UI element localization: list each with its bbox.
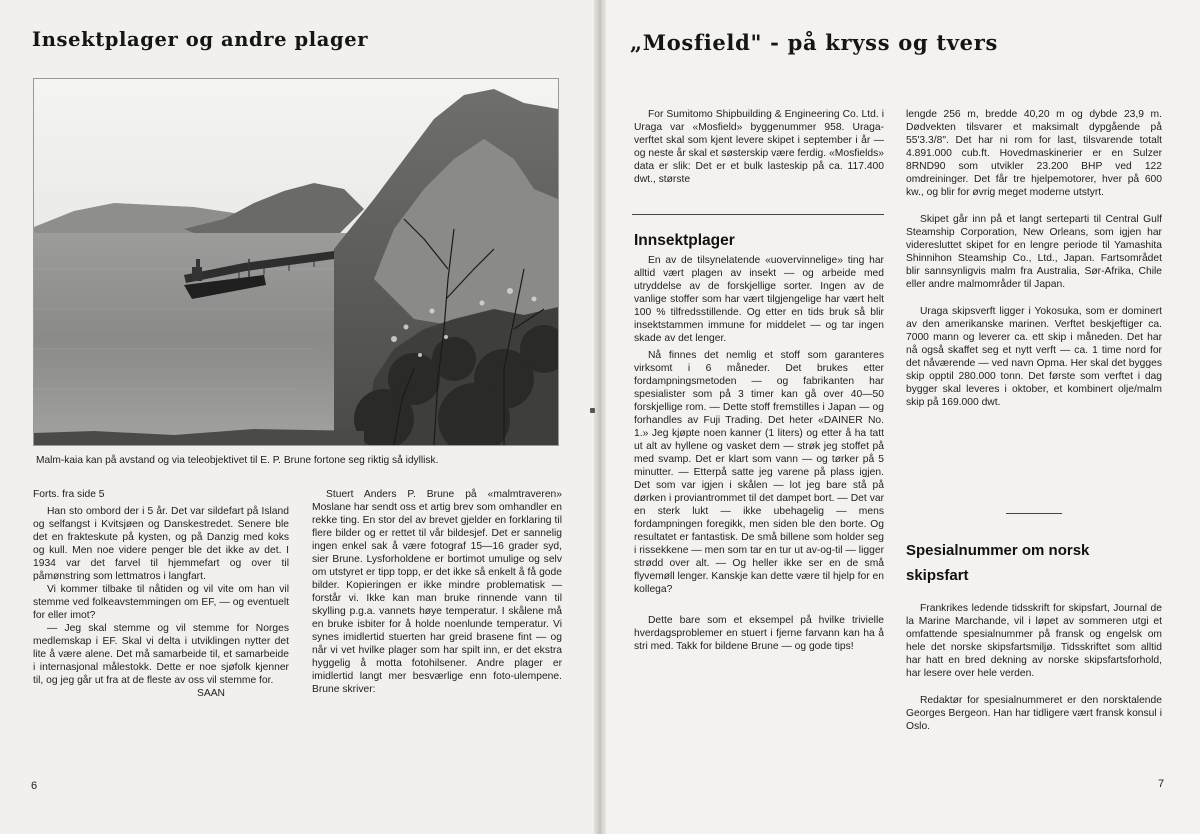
paragraph: lengde 256 m, bredde 40,20 m og dybde 23,9 m. Dødvekten tilsvarer et maksimalt dypgående på 55'3.3/8". Det har ni rom for last, tilsvarende totalt 4.891.000 cub.ft. Hovedmaskinerier er en Sulzer 8RND90 som utvikler 23.200 BHP ved 122 omdreininger. Det får tre hjelpemotorer, hver på 600 kw., og blir for øvrig meget moderne utstyrt.	[906, 109, 1162, 198]
paragraph: Stuert Anders P. Brune på «malmtraveren» Moslane har sendt oss et artig brev som omhandler en rekke ting. En stor del av brevet gjelder en forklaring til flere bilder og er rettet til vår bildesjef. Det er sannelig ingen enkel sak å være fotograf 15—16 grader syd, sier Brune. Lysforholdene er bortimot umulige og selv om utstyret er tipp topp, er det ikke så enkelt å få gode bilder. Kopieringen er ikke mindre problematisk — forstår vi. Ikke kan man bruke rinnende vann til skylling p.g.a. vannets høye temperatur. I skålene må en bruke isbiter for å holde noenlunde temperatur. Vi synes imidlertid stuerten har greid brasene fint — og når vi vet hvilke plager som har spilt inn, er det ekstra hyggelig å motta fotohilsener. Andre plager er imidlertid langt mer besværlige enn foto-ulempene. Brune skriver:	[312, 489, 562, 695]
paragraph: Skipet går inn på et langt serteparti til Central Gulf Steamship Corporation, New Orleans, som igjen har videresluttet skipet for en lengre periode til Yamashita Shinnihon Steamship Co., Ltd., Japan. Fartsområdet blir sannsynligvis malm fra Australia, Sør-Afrika, Chile eller andre malmområder til Japan.	[906, 214, 1162, 290]
divider-rule	[632, 214, 884, 215]
harbour-photo	[33, 78, 559, 446]
paragraph: Vi kommer tilbake til nåtiden og vil vite om han vil stemme ved folkeavstemmingen om EF, — og eventuelt for eller imot?	[33, 584, 289, 621]
paragraph: — Jeg skal stemme og vil stemme for Norges medlemskap i EF. Skal vi delta i utviklingen nytter det lite å være alene. Det må samarbeide til, et samarbeide i internasjonal målestokk. Dette er noe sjøfolk kjenner til, og jeg går ut fra at de fleste av oss vil stemme for.	[33, 623, 289, 686]
left-column-2	[312, 488, 562, 696]
right-column-2	[906, 108, 1162, 409]
signature: SAAN	[196, 688, 225, 699]
book-gutter	[594, 0, 606, 834]
harbour-photo-image	[34, 79, 558, 445]
left-page-title: Insektplager og andre plager	[32, 28, 369, 51]
paragraph: Han sto ombord der i 5 år. Det var sildefart på Island og selfangst i Kvitsjøen og Danskestredet. Senere ble det en frakteskute på kysten, og på Danzig med koks og kull. Men noe videre penger ble det ikke av det. I 1934 var det farvel til hjemmefart og over til påmønstring som lettmatros i langfart.	[33, 506, 289, 582]
continued-note: Forts. fra side 5	[33, 489, 105, 500]
subheading-insect: Innsektplager	[634, 232, 735, 249]
photo-caption: Malm-kaia kan på avstand og via teleobjektivet til E. P. Brune fortone seg riktig så idyllisk.	[36, 455, 439, 466]
paragraph: For Sumitomo Shipbuilding & Engineering Co. Ltd. i Uraga var «Mosfield» byggenummer 958. Uraga-verftet skal som kjent levere skipet i september i år — og neste år skal et søsterskip være ferdig. «Mosfields» data er slik: Det er et bulk lasteskip på ca. 117.400 dwt., største	[634, 109, 884, 185]
divider-rule-short	[1006, 513, 1062, 514]
right-intro	[634, 108, 884, 186]
paragraph: Frankrikes ledende tidsskrift for skipsfart, Journal de la Marine Marchande, vil i løpet av sommeren utgi et omfattende spesialnummer på fransk og engelsk om hele det norske skipsfartsmiljø. Tidsskriftet som alltid har hatt en bred dekning av norske skipsfartsforhold, har lesere over hele verden.	[906, 603, 1162, 679]
page-number-left: 6	[31, 780, 38, 792]
gutter-mark	[590, 408, 595, 413]
paragraph: Uraga skipsverft ligger i Yokosuka, som er dominert av den amerikanske marinen. Verftet beskjeftiger ca. 7000 mann og leverer ca. ett skip i måneden. Det har nå også skaffet seg et nytt verft — ca. 1 time nord for det nåværende — ved navn Opma. Her skal det bygges skip opptil 280.000 tonn. Det første som verftet i dag bygger skal leveres i oktober, et kombinert olje/malm skip på 169.000 dwt.	[906, 306, 1162, 408]
page-number-right: 7	[1158, 778, 1165, 790]
subheading-special-issue: Spesialnummer om norsk skipsfart	[906, 542, 1090, 584]
right-column-1	[634, 254, 884, 653]
left-column-1	[33, 488, 289, 700]
paragraph: Dette bare som et eksempel på hvilke trivielle hverdagsproblemer en stuert i fjerne farvann kan ha å stri med. Takk for bildene Brune — og gode tips!	[634, 615, 884, 652]
left-page	[0, 0, 598, 834]
right-column-2b	[906, 602, 1162, 733]
paragraph: En av de tilsynelatende «uovervinnelige» ting har alltid vært plagen av insekt — og arbeide med utryddelse av de forskjellige sorter. Ingen av de vanlige stoffer som har vært tilgjengelige har vært helt 100 % tilfredsstillende. Og etter en tids bruk så blir insektstammen immune for middelet — og tar ingen skade av det lenger.	[634, 255, 884, 344]
paragraph: Nå finnes det nemlig et stoff som garanteres virksomt i 6 måneder. Det brukes etter fordampningsmetoden — og fabrikanten har spesialister som på 3 timer kan gå over 40—50 forskjellige rom. — Dette stoff fremstilles i Japan — og forhandles av Fuji Trading. Det heter «DAINER No. 1.» Jeg kjøpte noen kanner (1 liters) og etter å ha tatt ut alt av hyllene og vasket dem — strøk jeg stoffet på med svamp. Det er klart som vann — og tørker på 5 minutter. — Etterpå satte jeg varene på plass igjen. Det som var igjen i skålen — lot jeg bare stå på dørken i proviantrommet til det dampet bort. — Det var en sterk lukt — ikke ubehagelig — mens fordampningen foregikk, men siden ble den borte. Og resultatet er fantastisk. De små billene som holder seg i rissekkene — men som tar en tur ut av-og-til — ligger strødd over alt. — Og heller ikke ser en de små flyvemøll lenger. Kanskje kan dette være til hjelp for en kollega?	[634, 350, 884, 595]
paragraph: Redaktør for spesialnummeret er den norsktalende Georges Bergeon. Han har tidligere vært fransk konsul i Oslo.	[906, 695, 1162, 732]
right-page-title: „Mosfield" - på kryss og tvers	[630, 30, 998, 55]
